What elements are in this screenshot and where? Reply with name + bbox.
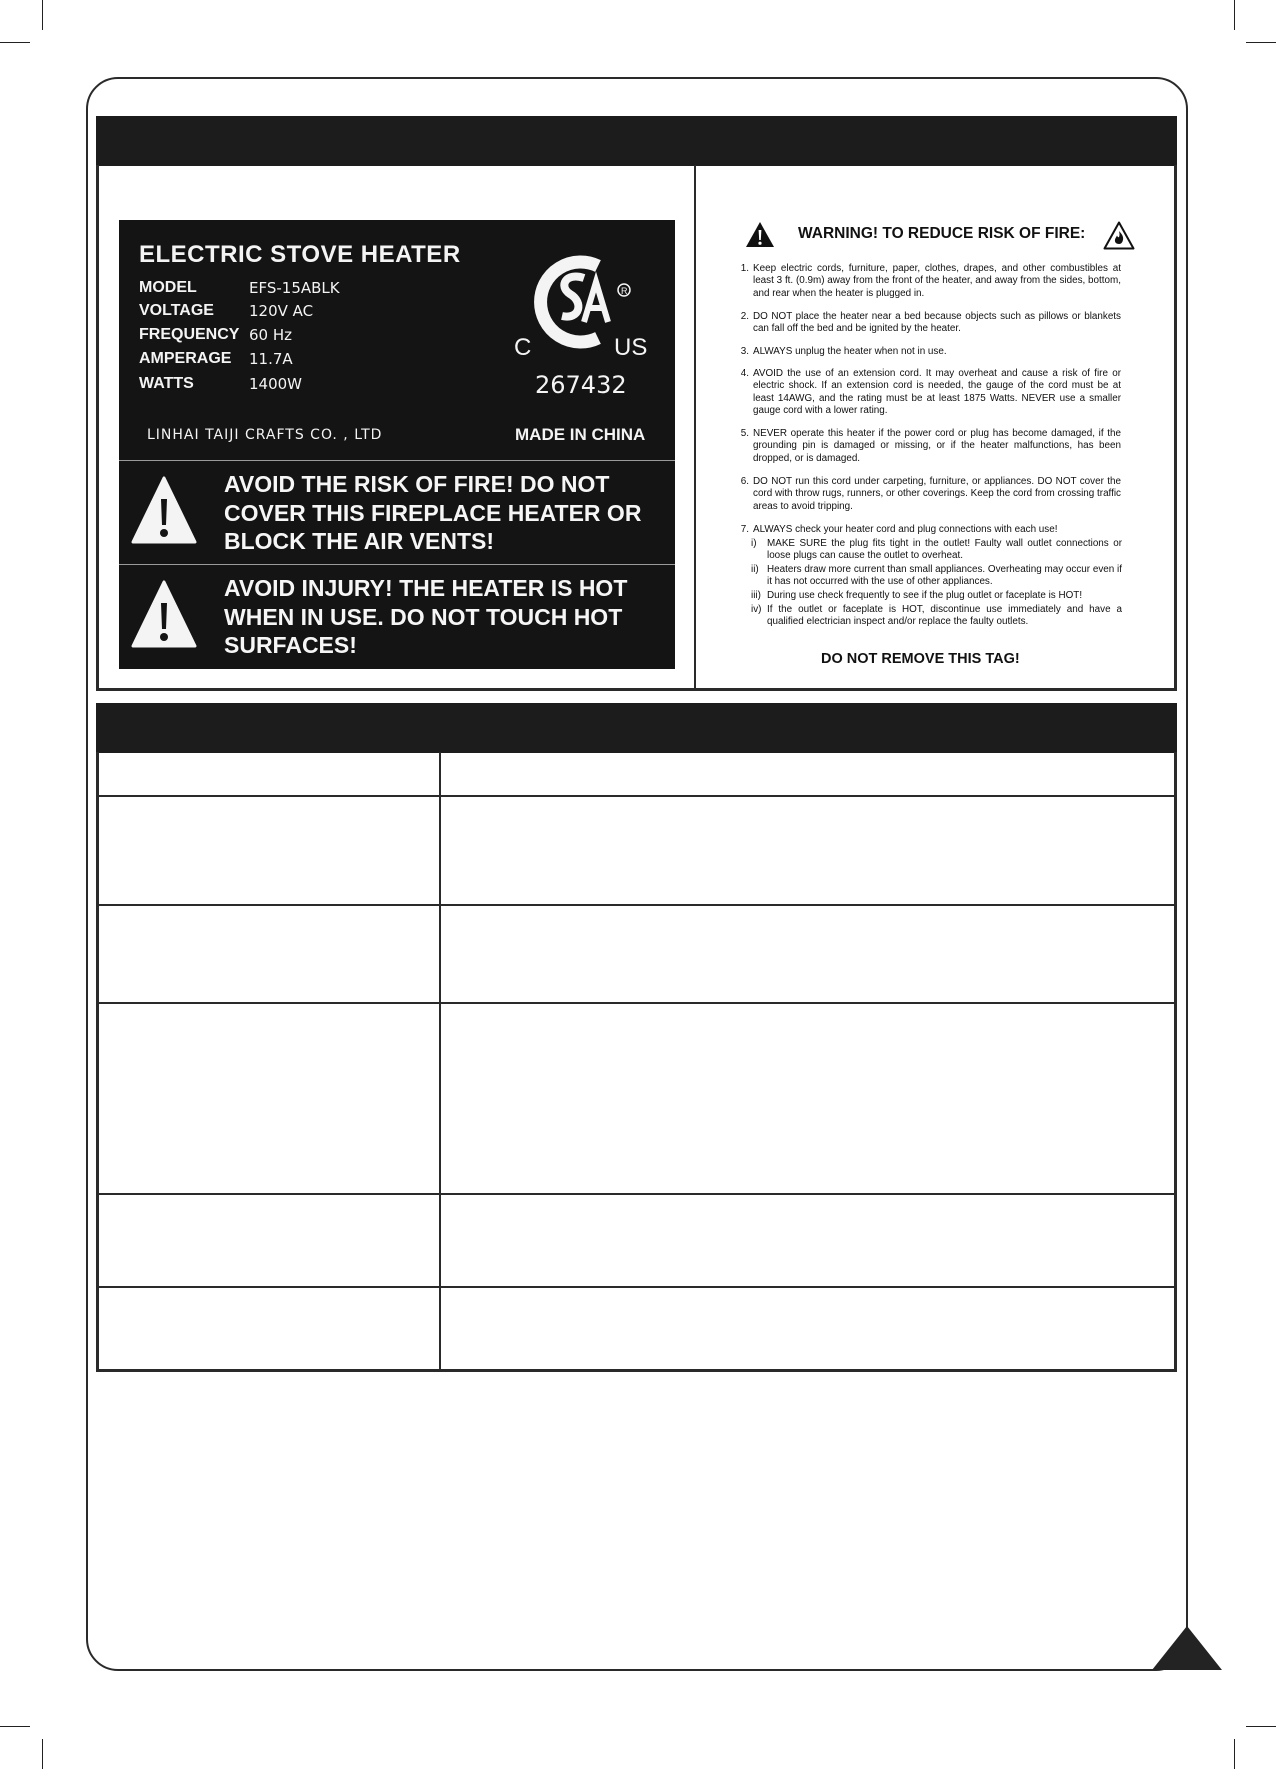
section-header-bar — [96, 116, 1177, 166]
crop-mark — [1234, 1739, 1235, 1769]
item-text: DO NOT place the heater near a bed because objects such as pillows or blankets can fall off the bed and be ignited by the heater. — [753, 311, 1121, 335]
subitem-text: During use check frequently to see if the plug outlet or faceplate is HOT! — [767, 590, 1083, 601]
warning-item — [740, 368, 1121, 417]
warning-item — [740, 476, 1121, 513]
spec-key: WATTS — [139, 375, 194, 392]
country-of-origin: MADE IN CHINA — [515, 425, 646, 444]
row-divider — [99, 795, 1174, 797]
crop-mark — [42, 1739, 43, 1769]
spec-key: VOLTAGE — [139, 302, 214, 319]
warning-item — [740, 428, 1121, 465]
subitem-number: ii) — [751, 564, 759, 575]
spec-value: 120V AC — [249, 302, 314, 320]
warning-subitem — [751, 564, 1122, 589]
fire-caution — [119, 461, 675, 563]
spec-value: 1400W — [249, 375, 303, 393]
warning-item — [740, 524, 1121, 536]
spec-value: 60 Hz — [249, 326, 293, 344]
label-section — [96, 165, 1177, 691]
item-text: NEVER operate this heater if the power cord or plug has become damaged, if the grounding pin is damaged or missing, or if the heater malfunctions, has been dropped, or is damaged. — [753, 428, 1121, 464]
row-divider — [99, 1002, 1174, 1004]
crop-mark — [1246, 42, 1276, 43]
warning-item — [740, 346, 1121, 358]
rating-plate — [119, 220, 675, 669]
item-number: 1. — [740, 263, 749, 274]
item-text: AVOID the use of an extension cord. It may overheat and cause a risk of fire or electric shock. If an extension cord is needed, the gauge of the cord must be at least 14AWG, and the rating must be at least 1875 Watts. NEVER use a smaller gauge cord with a lower rating. — [753, 368, 1121, 416]
item-number: 6. — [740, 476, 749, 487]
spec-key: AMPERAGE — [139, 350, 232, 367]
csa-c-mark: C — [514, 334, 532, 361]
caution-text: AVOID INJURY! THE HEATER IS HOT WHEN IN USE. DO NOT TOUCH HOT SURFACES! — [224, 575, 628, 658]
crop-mark — [0, 42, 30, 43]
warning-triangle-icon — [131, 579, 197, 649]
warning-item — [740, 263, 1121, 300]
item-text: ALWAYS unplug the heater when not in use. — [753, 346, 947, 357]
row-divider — [99, 1286, 1174, 1288]
subitem-text: If the outlet or faceplate is HOT, discontinue use immediately and have a qualified electrician inspect and/or replace the faulty outlets. — [767, 604, 1122, 628]
warning-title: WARNING! TO REDUCE RISK OF FIRE: — [798, 225, 1086, 242]
csa-us-mark: US — [614, 334, 648, 361]
plate-title: ELECTRIC STOVE HEATER — [139, 241, 461, 268]
warning-subitem — [751, 538, 1122, 563]
subitem-number: iv) — [751, 604, 762, 615]
subitem-number: i) — [751, 538, 757, 549]
spec-value: 11.7A — [249, 350, 293, 368]
section-header-bar — [96, 703, 1177, 753]
warning-subitem — [751, 590, 1122, 602]
warning-tag — [725, 205, 1155, 685]
subitem-text: MAKE SURE the plug fits tight in the outlet! Faulty wall outlet connections or loose plugs can cause the outlet to overheat. — [767, 538, 1122, 562]
row-divider — [99, 904, 1174, 906]
warning-subitem — [751, 604, 1122, 629]
fire-hazard-icon — [1103, 221, 1135, 250]
info-table — [96, 752, 1177, 1372]
subitem-text: Heaters draw more current than small appliances. Overheating may occur even if it has not occurred with the use of other appliances. — [767, 564, 1122, 588]
crop-mark — [0, 1726, 30, 1727]
column-divider — [439, 752, 441, 1369]
subitem-number: iii) — [751, 590, 761, 601]
spec-key: FREQUENCY — [139, 326, 240, 343]
tag-footer: DO NOT REMOVE THIS TAG! — [821, 651, 1020, 667]
item-text: ALWAYS check your heater cord and plug connections with each use! — [753, 524, 1058, 535]
item-number: 5. — [740, 428, 749, 439]
item-number: 7. — [740, 524, 749, 535]
item-number: 4. — [740, 368, 749, 379]
column-divider — [694, 165, 696, 688]
crop-mark — [42, 0, 43, 30]
crop-mark — [1246, 1726, 1276, 1727]
crop-mark — [1234, 0, 1235, 30]
page-corner-triangle-icon — [1152, 1626, 1222, 1670]
spec-key: MODEL — [139, 279, 197, 296]
warning-triangle-icon — [745, 221, 775, 248]
certification-number: 267432 — [535, 371, 627, 399]
warning-triangle-icon — [131, 475, 197, 545]
warning-item — [740, 311, 1121, 336]
caution-text: AVOID THE RISK OF FIRE! DO NOT COVER THIS FIREPLACE HEATER OR BLOCK THE AIR VENTS! — [224, 471, 642, 554]
spec-value: EFS-15ABLK — [249, 279, 340, 297]
item-number: 3. — [740, 346, 749, 357]
manufacturer-name: LINHAI TAIJI CRAFTS CO. , LTD — [147, 427, 383, 443]
item-text: Keep electric cords, furniture, paper, clothes, drapes, and other combustibles at least 3 ft. (0.9m) away from the front of the heater, and away from the sides, bottom, and rear when the heater is plugged in. — [753, 263, 1121, 299]
item-text: DO NOT run this cord under carpeting, furniture, or appliances. DO NOT cover the cord with throw rugs, runners, or other coverings. Keep the cord from crossing traffic areas to avoid tripping. — [753, 476, 1121, 512]
item-number: 2. — [740, 311, 749, 322]
row-divider — [99, 1193, 1174, 1195]
svg-text:R: R — [621, 286, 628, 296]
injury-caution — [119, 565, 675, 667]
